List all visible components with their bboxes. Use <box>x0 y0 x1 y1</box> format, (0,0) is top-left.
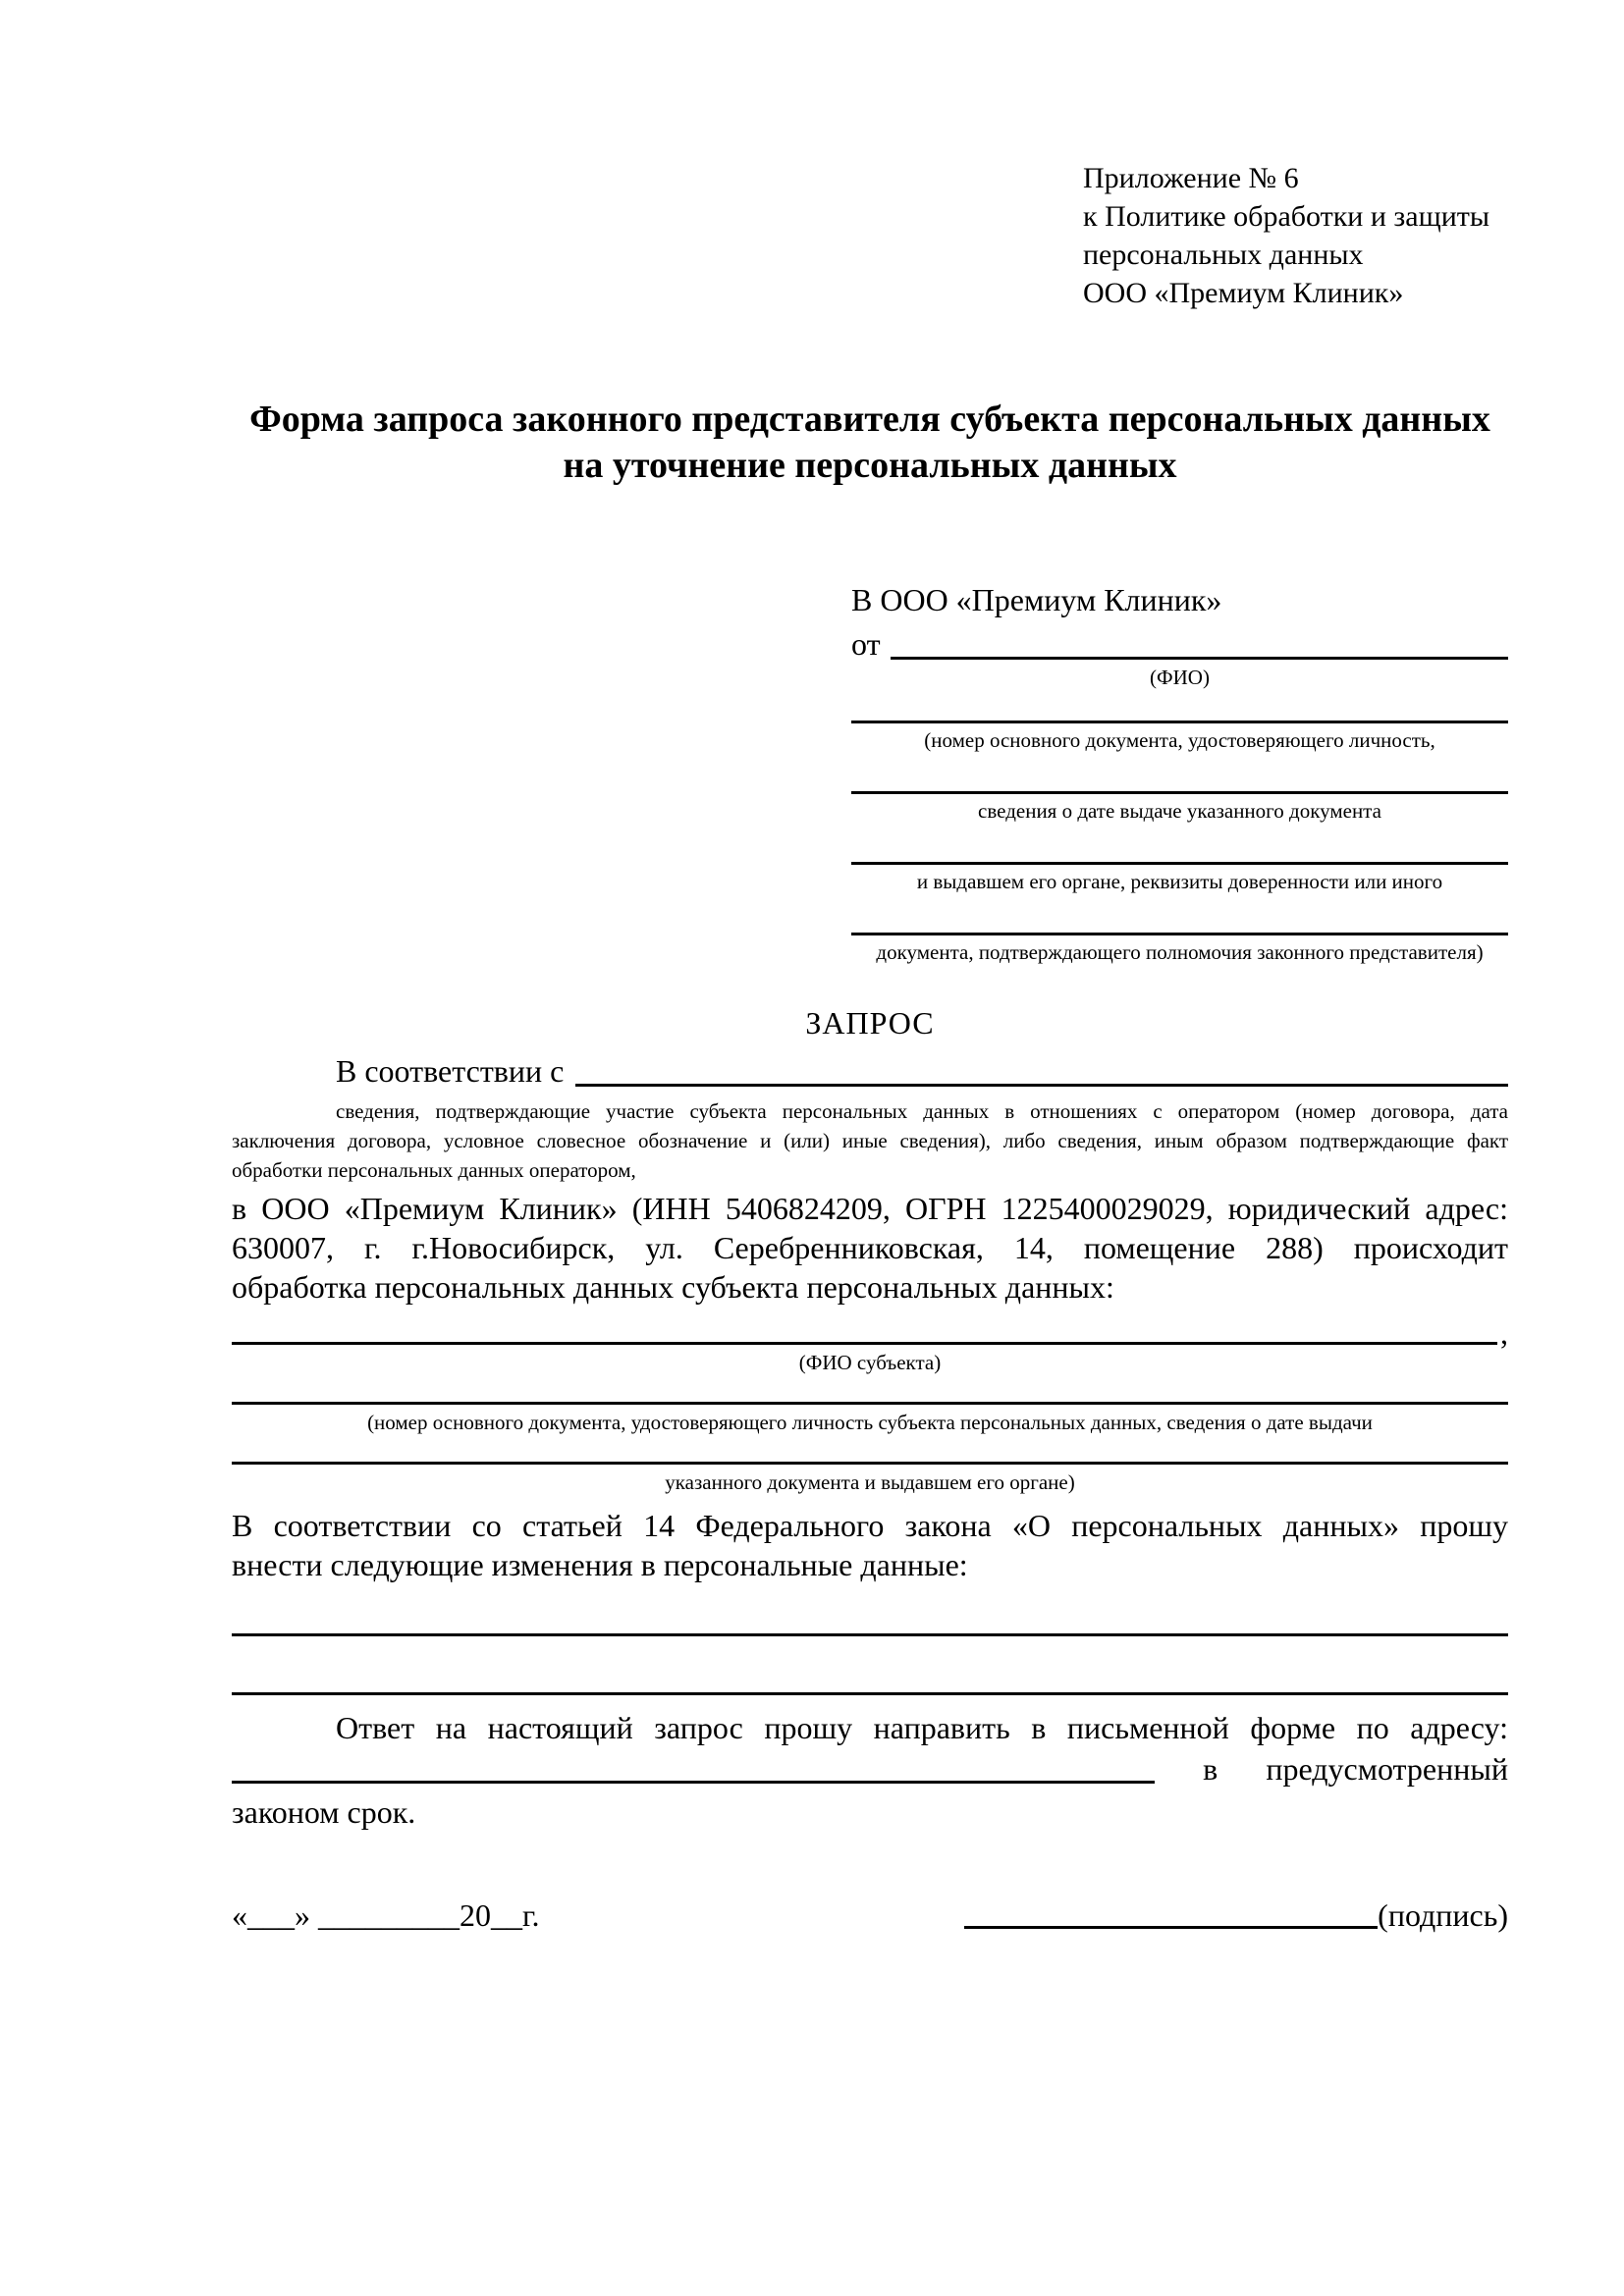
basis-footnote-line-2: заключения договора, условное словесное обозначение и (или) иные сведения), либо сведения, иным образом подтверждающие факт <box>232 1129 1508 1152</box>
appendix-block <box>1083 159 1508 312</box>
appendix-line-3: персональных данных <box>1083 239 1364 271</box>
subject-doc-caption-1: (номер основного документа, удостоверяющего личность субъекта персональных данных, сведения о дате выдачи <box>367 1411 1373 1434</box>
from-field <box>851 623 1508 665</box>
law-paragraph-line-2: внести следующие изменения в персональные данные: <box>232 1547 968 1582</box>
representative-doc-field-2 <box>851 791 1508 825</box>
fio-caption: (ФИО) <box>1150 666 1210 689</box>
address-blank-line <box>232 1781 1155 1784</box>
representative-doc-caption-1: (номер основного документа, удостоверяющего личность, <box>924 728 1435 752</box>
appendix-line-2: к Политике обработки и защиты <box>1083 200 1490 233</box>
answer-tail: законом срок. <box>232 1794 416 1830</box>
basis-footnote <box>232 1096 1508 1185</box>
representative-doc-caption-4: документа, подтверждающего полномочия законного представителя) <box>876 940 1484 964</box>
answer-paragraph: Ответ на настоящий запрос прошу направить в письменной форме по адресу: <box>336 1710 1508 1745</box>
answer-word-1: в <box>1203 1751 1218 1787</box>
law-paragraph <box>232 1506 1508 1584</box>
addressee-organization: В ООО «Премиум Клиник» <box>851 582 1222 617</box>
basis-footnote-line-1: сведения, подтверждающие участие субъекта персональных данных в отношениях с оператором (номер договора, дата <box>336 1099 1508 1123</box>
operator-paragraph-line-3: обработка персональных данных субъекта персональных данных: <box>232 1269 1114 1305</box>
date-field: «___» _________20__г. <box>232 1897 540 1933</box>
blank-line <box>851 933 1508 935</box>
signature-blank-line <box>964 1926 1378 1929</box>
law-paragraph-line-1: В соответствии со статьей 14 Федерального закона «О персональных данных» прошу <box>232 1508 1508 1543</box>
subject-doc-caption-2: указанного документа и выдавшем его органе) <box>665 1470 1075 1494</box>
answer-address-field <box>232 1748 1508 1789</box>
document-title-line-2: на уточнение персональных данных <box>563 445 1177 486</box>
from-label: от <box>851 626 881 662</box>
appendix-line-1: Приложение № 6 <box>1083 162 1299 194</box>
representative-doc-field-1 <box>851 721 1508 754</box>
representative-doc-caption-3: и выдавшем его органе, реквизиты доверенности или иного <box>916 870 1443 893</box>
date-signature-row <box>232 1896 1508 1935</box>
blank-line <box>851 721 1508 723</box>
basis-field <box>232 1050 1508 1092</box>
signature-caption: (подпись) <box>1378 1897 1508 1933</box>
subject-fio-field <box>232 1316 1508 1350</box>
operator-paragraph <box>232 1189 1508 1307</box>
subject-fio-blank-line <box>232 1342 1497 1345</box>
subject-fio-caption: (ФИО субъекта) <box>798 1351 942 1374</box>
from-blank-line <box>891 623 1508 660</box>
addressee-block <box>851 579 1508 966</box>
appendix-line-4: ООО «Премиум Клиник» <box>1083 277 1404 309</box>
trailing-comma: , <box>1500 1315 1508 1351</box>
representative-doc-field-3 <box>851 862 1508 895</box>
basis-label: В соответствии с <box>336 1053 565 1089</box>
subject-doc-field-1 <box>232 1402 1508 1436</box>
request-heading: ЗАПРОС <box>805 1005 935 1041</box>
document-title <box>232 397 1508 489</box>
document-title-line-1: Форма запроса законного представителя субъекта персональных данных <box>249 399 1490 440</box>
blank-line <box>851 791 1508 794</box>
representative-doc-caption-2: сведения о дате выдаче указанного документа <box>978 799 1381 823</box>
signature-field <box>964 1896 1508 1935</box>
changes-blank-line-1 <box>232 1584 1508 1636</box>
subject-doc-field-2 <box>232 1462 1508 1496</box>
answer-word-2: предусмотренный <box>1266 1751 1508 1787</box>
blank-line <box>232 1402 1508 1405</box>
blank-line <box>232 1462 1508 1465</box>
operator-paragraph-line-1: в ООО «Премиум Клиник» (ИНН 5406824209, ОГРН 1225400029029, юридический адрес: <box>232 1191 1508 1226</box>
basis-footnote-line-3: обработки персональных данных оператором, <box>232 1158 636 1182</box>
changes-blank-line-2 <box>232 1636 1508 1695</box>
representative-doc-field-4 <box>851 933 1508 966</box>
blank-line <box>851 862 1508 865</box>
basis-blank-line <box>575 1050 1508 1087</box>
operator-paragraph-line-2: 630007, г. г.Новосибирск, ул. Серебренниковская, 14, помещение 288) происходит <box>232 1230 1508 1265</box>
